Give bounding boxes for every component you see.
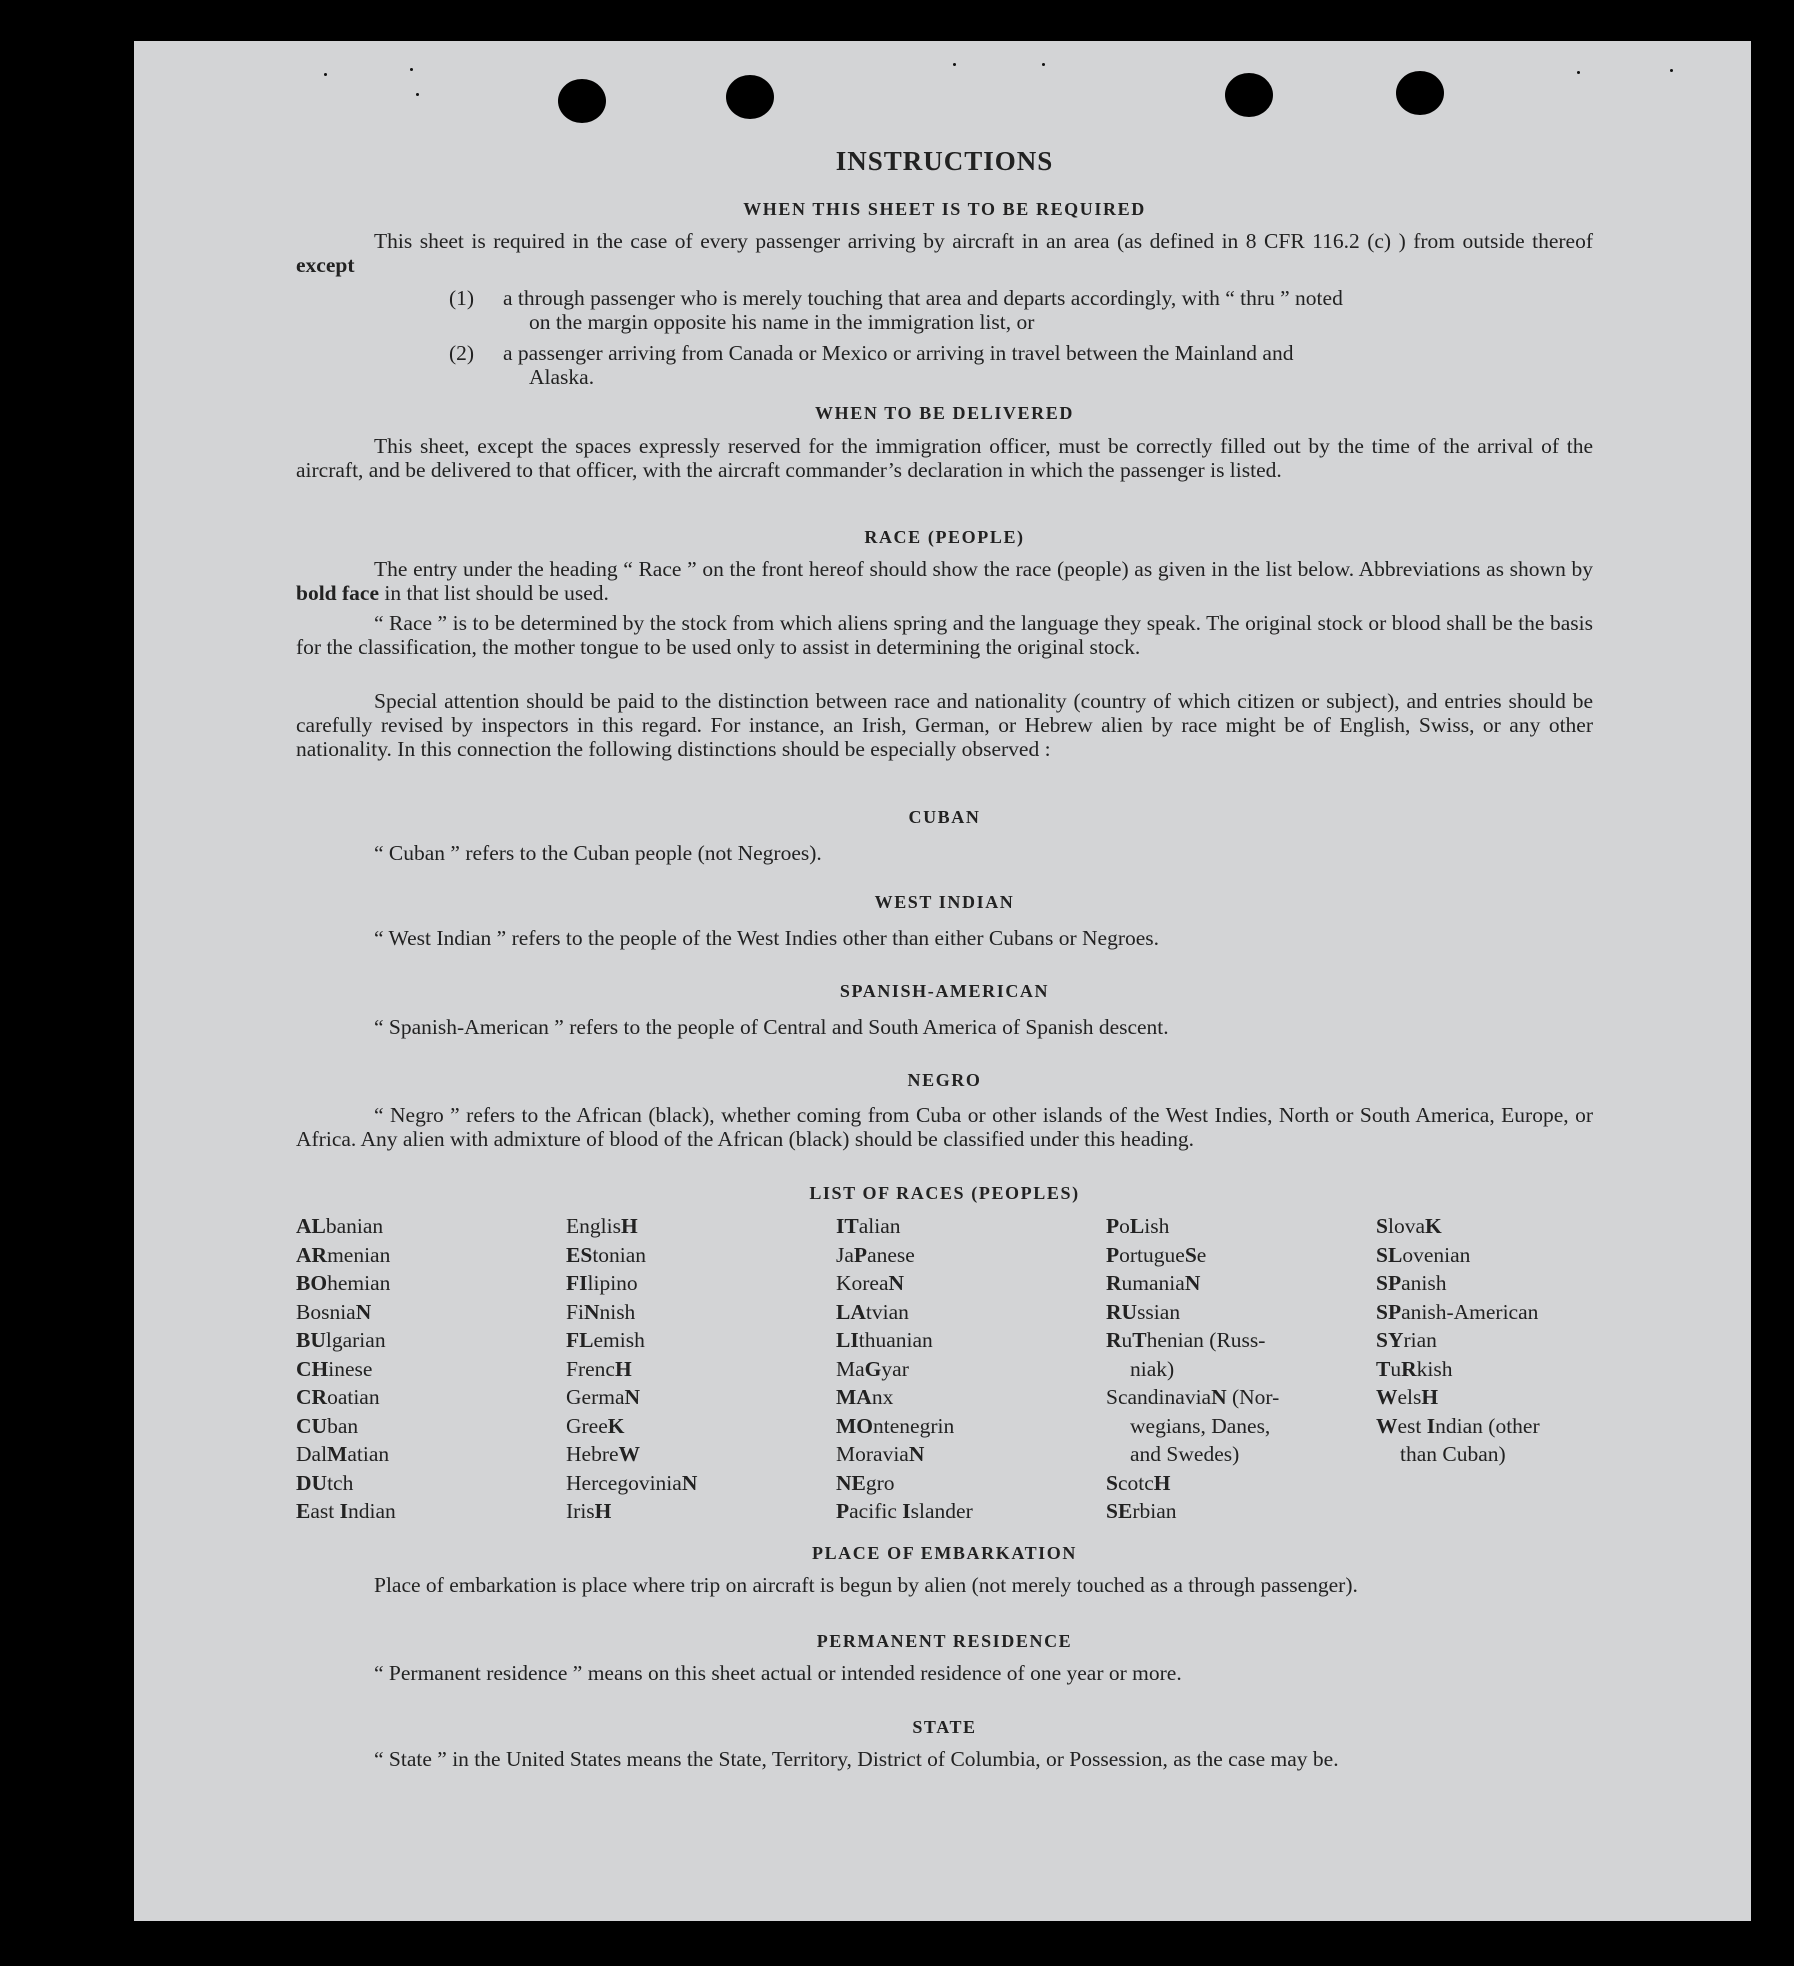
race-entry: GermaN: [566, 1385, 641, 1409]
race-entry: MAnx: [836, 1385, 894, 1409]
para-delivered: This sheet, except the spaces expressly reserved for the immigration officer, must be correctly filled out by the time of the arrival of the aircraft, and be delivered to that officer, with the aircraft commander’s declaration in which the passenger is listed.: [296, 434, 1593, 482]
para-embarkation: Place of embarkation is place where trip on aircraft is begun by alien (not merely touched as a through passenger).: [374, 1573, 1358, 1597]
race-entry: BOhemian: [296, 1271, 391, 1295]
race-entry: PoLish: [1106, 1214, 1170, 1238]
race-entry: RumaniaN: [1106, 1271, 1201, 1295]
race-entry: East Indian: [296, 1499, 396, 1523]
race-entry: than Cuban): [1400, 1442, 1506, 1466]
race-entry: EnglisH: [566, 1214, 638, 1238]
race-entry: ITalian: [836, 1214, 901, 1238]
para-negro: “ Negro ” refers to the African (black), whether coming from Cuba or other islands of the West Indies, North or South America, Europe, or Africa. Any alien with admixture of blood of the African (black) should be classified under this heading.: [296, 1103, 1593, 1151]
race-entry: JaPanese: [836, 1242, 915, 1267]
speck: [1042, 63, 1045, 66]
section-heading-spanish-american: SPANISH-AMERICAN: [839, 981, 1050, 1001]
race-entry: LIthuanian: [836, 1328, 933, 1352]
race-entry: FIlipino: [566, 1271, 638, 1295]
races-column-5: [1376, 1212, 1626, 1469]
section-heading-required: WHEN THIS SHEET IS TO BE REQUIRED: [743, 199, 1146, 219]
section-heading-cuban: CUBAN: [908, 807, 981, 827]
race-entry: MOntenegrin: [836, 1413, 955, 1438]
race-entry: West Indian (other: [1376, 1413, 1540, 1438]
para-cuban: “ Cuban ” refers to the Cuban people (not Negroes).: [374, 841, 822, 865]
race-entry: TuRkish: [1376, 1356, 1453, 1381]
section-heading-residence: PERMANENT RESIDENCE: [816, 1631, 1073, 1651]
list-item-2: (2) a passenger arriving from Canada or Mexico or arriving in travel between the Mainland and Alaska.: [449, 341, 1294, 389]
race-entry: MaGyar: [836, 1356, 909, 1381]
race-entry: FrencH: [566, 1356, 632, 1381]
speck: [1577, 71, 1580, 74]
race-entry: ALbanian: [296, 1214, 384, 1238]
race-entry: CHinese: [296, 1356, 373, 1381]
punch-hole-1: [558, 79, 606, 123]
race-entry: ARmenian: [296, 1242, 391, 1267]
section-heading-west-indian: WEST INDIAN: [874, 892, 1015, 912]
document-page: [134, 41, 1751, 1921]
section-heading-races: LIST OF RACES (PEOPLES): [809, 1183, 1080, 1203]
para-race-2: “ Race ” is to be determined by the stock from which aliens spring and the language they speak. The original stock or blood shall be the basis for the classification, the mother tongue to be used only to assist in determining the original stock.: [296, 611, 1593, 659]
section-heading-state: STATE: [912, 1717, 977, 1737]
race-entry: IrisH: [566, 1499, 612, 1523]
para-required: This sheet is required in the case of every passenger arriving by aircraft in an area (as defined in 8 CFR 116.2 (c) ) from outside thereof except: [296, 229, 1593, 277]
speck: [1670, 69, 1673, 72]
punch-hole-3: [1225, 73, 1273, 117]
race-entry: CRoatian: [296, 1385, 380, 1409]
para-spanish-american: “ Spanish-American ” refers to the people of Central and South America of Spanish descent.: [374, 1015, 1169, 1039]
list-item-1: (1) a through passenger who is merely touching that area and departs accordingly, with “ thru ” noted on the margin opposite his name in the immigration list, or: [449, 286, 1343, 334]
para-state: “ State ” in the United States means the State, Territory, District of Columbia, or Possession, as the case may be.: [374, 1747, 1339, 1771]
race-entry: Pacific Islander: [836, 1499, 973, 1523]
race-entry: SlovaK: [1376, 1214, 1442, 1238]
race-entry: RuThenian (Russ-: [1106, 1328, 1266, 1352]
race-entry: WelsH: [1376, 1385, 1439, 1409]
page-title: INSTRUCTIONS: [835, 146, 1054, 176]
race-entry: DUtch: [296, 1470, 354, 1495]
race-entry: EStonian: [566, 1242, 647, 1267]
race-entry: HercegoviniaN: [566, 1470, 698, 1495]
races-column-2: [566, 1212, 816, 1526]
race-entry: BUlgarian: [296, 1328, 386, 1352]
para-west-indian: “ West Indian ” refers to the people of the West Indies other than either Cubans or Negroes.: [374, 926, 1160, 950]
race-entry: HebreW: [566, 1442, 641, 1466]
race-entry: FiNnish: [566, 1299, 636, 1324]
race-entry: SPanish-American: [1376, 1299, 1539, 1324]
race-entry: CUban: [296, 1413, 359, 1438]
race-entry: FLemish: [566, 1328, 645, 1352]
race-entry: NEgro: [836, 1470, 895, 1495]
races-column-4: [1106, 1212, 1356, 1526]
race-entry: BosniaN: [296, 1299, 372, 1324]
para-race-1: The entry under the heading “ Race ” on the front hereof should show the race (people) as given in the list below. Abbreviations as shown by bold face in that list should be used.: [296, 557, 1593, 605]
race-entry: GreeK: [566, 1413, 625, 1438]
section-heading-embarkation: PLACE OF EMBARKATION: [811, 1543, 1077, 1563]
speck: [324, 73, 327, 76]
race-entry: PortugueSe: [1106, 1242, 1207, 1267]
race-entry: SLovenian: [1376, 1242, 1471, 1267]
race-entry: SYrian: [1376, 1328, 1437, 1352]
punch-hole-4: [1396, 71, 1444, 115]
speck: [416, 93, 419, 96]
race-entry: RUssian: [1106, 1299, 1181, 1324]
race-entry: LAtvian: [836, 1299, 909, 1324]
race-entry: MoraviaN: [836, 1442, 925, 1466]
speck: [953, 63, 956, 66]
race-entry: DalMatian: [296, 1442, 390, 1466]
race-entry: wegians, Danes,: [1130, 1413, 1271, 1438]
punch-hole-2: [726, 75, 774, 119]
race-entry: SPanish: [1376, 1271, 1447, 1295]
section-heading-delivered: WHEN TO BE DELIVERED: [815, 403, 1074, 423]
races-column-1: [296, 1212, 546, 1526]
race-entry: ScotcH: [1106, 1470, 1171, 1495]
race-entry: KoreaN: [836, 1271, 905, 1295]
para-residence: “ Permanent residence ” means on this sheet actual or intended residence of one year or more.: [374, 1661, 1182, 1685]
race-entry: SErbian: [1106, 1499, 1177, 1523]
speck: [410, 68, 413, 71]
section-heading-negro: NEGRO: [907, 1070, 982, 1090]
races-column-3: [836, 1212, 1086, 1526]
race-entry: ScandinaviaN (Nor-: [1106, 1385, 1280, 1409]
section-heading-race: RACE (PEOPLE): [864, 527, 1025, 547]
race-entry: and Swedes): [1130, 1442, 1240, 1466]
para-race-3: Special attention should be paid to the distinction between race and nationality (country of which citizen or subject), and entries should be carefully revised by inspectors in this regard. For instance, an Irish, German, or Hebrew alien by race might be of English, Swiss, or any other nationality. In this connection the following distinctions should be especially observed :: [296, 689, 1593, 761]
race-entry: niak): [1130, 1356, 1175, 1381]
